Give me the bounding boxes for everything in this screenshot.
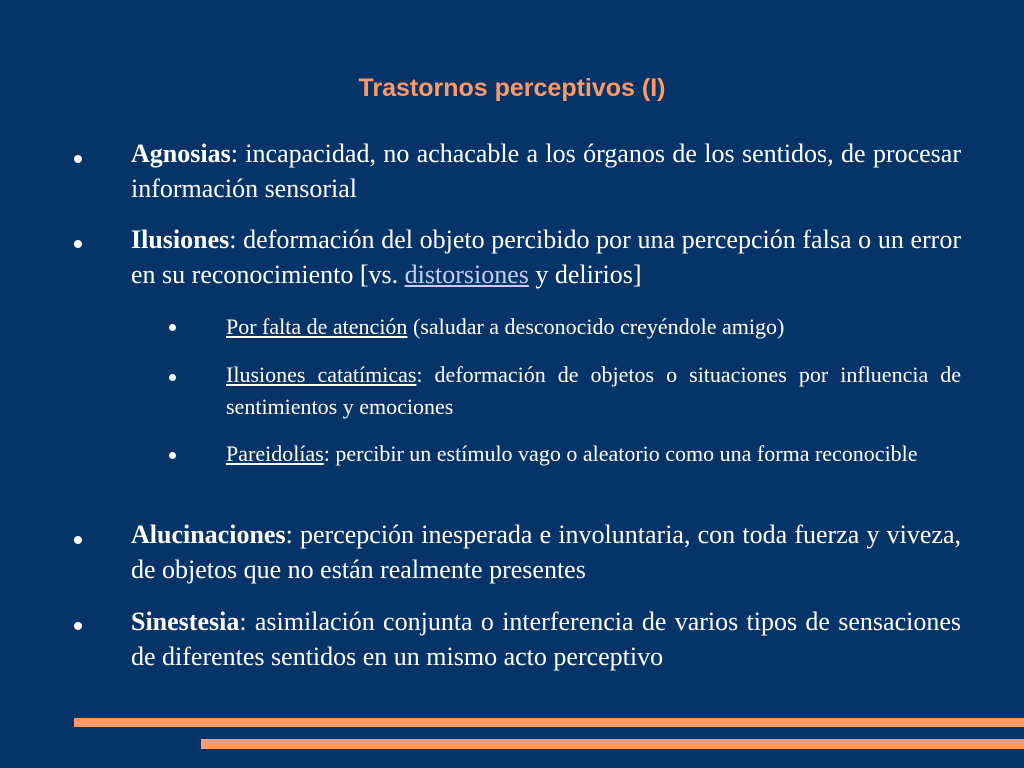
item-sinestesia: Sinestesia: asimilación conjunta o interferencia de varios tipos de sensaciones de diferentes sentidos en un mismo acto perceptivo — [131, 607, 961, 671]
item-alucinaciones: Alucinaciones: percepción inesperada e involuntaria, con toda fuerza y viveza, de objetos que no están realmente presentes — [131, 520, 961, 584]
term-sinestesia: Sinestesia — [131, 607, 240, 636]
item-agnosias: Agnosias: incapacidad, no achacable a los órganos de los sentidos, de procesar información sensorial — [131, 139, 961, 203]
decor-rule-top — [74, 718, 1024, 727]
subterm-catatimicas: Ilusiones catatímicas — [226, 362, 417, 387]
slide-title: Trastornos perceptivos (I) — [358, 74, 666, 102]
subitem-falta-atencion: Por falta de atención (saludar a desconocido creyéndole amigo) — [226, 314, 785, 339]
bullet-icon — [169, 374, 176, 381]
term-ilusiones: Ilusiones — [131, 225, 230, 254]
bullet-icon — [74, 155, 82, 163]
bullet-icon — [74, 536, 82, 544]
item-text: incapacidad, no achacable a los órganos de los sentidos, de procesar información sensorial — [131, 139, 961, 203]
bullet-icon — [169, 324, 176, 331]
subitem-catatimicas: Ilusiones catatímicas: deformación de objetos o situaciones por influencia de sentimientos y emociones — [226, 362, 962, 419]
bullet-icon — [169, 452, 176, 459]
term-alucinaciones: Alucinaciones — [131, 520, 286, 549]
subitem-pareidolias: Pareidolías: percibir un estímulo vago o aleatorio como una forma reconocible — [226, 441, 918, 466]
bullet-icon — [74, 622, 82, 630]
subterm-pareidolias: Pareidolías — [226, 441, 324, 466]
subterm-falta-atencion: Por falta de atención — [226, 314, 408, 339]
item-ilusiones: Ilusiones: deformación del objeto percibido por una percepción falsa o un error en su reconocimiento [vs. distorsiones y delirios] — [131, 225, 961, 289]
bullet-icon — [74, 240, 82, 248]
decor-rule-bottom — [201, 739, 1024, 749]
link-distorsiones[interactable]: distorsiones — [404, 260, 529, 289]
term-agnosias: Agnosias — [131, 139, 231, 168]
